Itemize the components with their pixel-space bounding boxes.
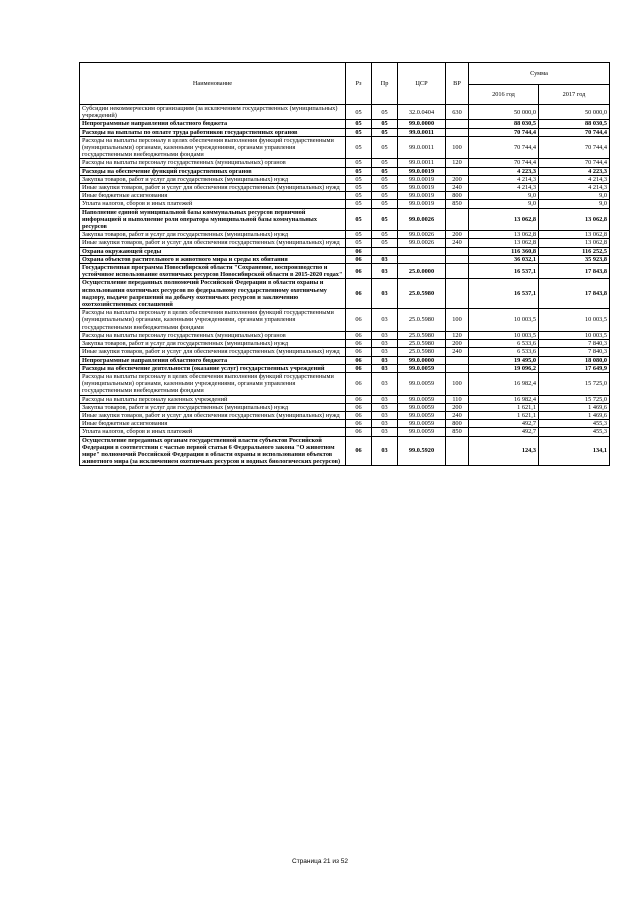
cell-name: Расходы на выплаты персоналу государственных (муниципальных) органов	[80, 331, 346, 339]
table-row	[80, 167, 610, 175]
header-year-2017: 2017 год	[539, 85, 610, 105]
cell-vr: 100	[446, 309, 469, 332]
cell-sum-2016: 13 062,8	[469, 239, 539, 247]
cell-pr: 05	[372, 105, 398, 120]
cell-vr	[446, 436, 469, 466]
cell-rz: 06	[346, 348, 372, 356]
table-row	[80, 279, 610, 309]
cell-csr: 99.0.0000	[398, 356, 446, 364]
cell-pr: 05	[372, 184, 398, 192]
cell-vr: 240	[446, 184, 469, 192]
cell-pr: 05	[372, 128, 398, 136]
cell-sum-2016: 88 030,5	[469, 120, 539, 128]
cell-pr: 05	[372, 175, 398, 183]
budget-table	[79, 62, 610, 466]
table-row	[80, 411, 610, 419]
cell-pr: 03	[372, 428, 398, 436]
cell-sum-2017: 4 223,3	[539, 167, 610, 175]
cell-vr	[446, 255, 469, 263]
cell-sum-2017: 10 003,5	[539, 331, 610, 339]
cell-sum-2016: 4 214,3	[469, 184, 539, 192]
header-pr: Пр	[372, 63, 398, 105]
cell-sum-2016: 70 744,4	[469, 136, 539, 159]
cell-pr: 05	[372, 136, 398, 159]
cell-sum-2017: 4 214,3	[539, 184, 610, 192]
cell-csr: 99.0.0059	[398, 372, 446, 395]
table-row	[80, 184, 610, 192]
cell-name: Расходы на обеспечение функций государственных органов	[80, 167, 346, 175]
cell-pr: 03	[372, 255, 398, 263]
table-row	[80, 175, 610, 183]
table-header	[80, 63, 610, 105]
cell-rz: 06	[346, 279, 372, 309]
cell-rz: 06	[346, 395, 372, 403]
cell-pr: 03	[372, 372, 398, 395]
cell-vr	[446, 264, 469, 279]
cell-csr	[398, 247, 446, 255]
cell-sum-2017: 70 744,4	[539, 159, 610, 167]
cell-csr: 99.0.0059	[398, 411, 446, 419]
table-row	[80, 247, 610, 255]
cell-name: Закупка товаров, работ и услуг для государственных (муниципальных) нужд	[80, 340, 346, 348]
cell-rz: 06	[346, 411, 372, 419]
cell-rz: 06	[346, 255, 372, 263]
cell-sum-2016: 9,0	[469, 200, 539, 208]
cell-vr: 800	[446, 420, 469, 428]
table-row	[80, 264, 610, 279]
cell-name: Расходы на выплаты персоналу в целях обеспечения выполнения функций государственными (муниципальными) органами, казенными учреждениями, органами управления государственными внебюджетными фондами	[80, 309, 346, 332]
cell-sum-2016: 4 214,3	[469, 175, 539, 183]
cell-sum-2017: 7 840,3	[539, 348, 610, 356]
budget-table-container	[79, 62, 609, 466]
cell-csr: 99.0.0026	[398, 231, 446, 239]
cell-csr: 99.0.0000	[398, 120, 446, 128]
cell-csr: 99.0.0019	[398, 200, 446, 208]
cell-vr: 120	[446, 159, 469, 167]
cell-name: Расходы на выплаты по оплате труда работников государственных органов	[80, 128, 346, 136]
cell-rz: 06	[346, 403, 372, 411]
cell-sum-2017: 13 062,8	[539, 208, 610, 231]
cell-vr: 630	[446, 105, 469, 120]
table-row	[80, 372, 610, 395]
cell-sum-2017: 35 923,8	[539, 255, 610, 263]
cell-vr: 200	[446, 340, 469, 348]
cell-sum-2016: 70 744,4	[469, 159, 539, 167]
cell-csr: 99.0.0026	[398, 208, 446, 231]
table-row	[80, 192, 610, 200]
cell-name: Субсидии некоммерческим организациям (за исключением государственных (муниципальных) учреждений)	[80, 105, 346, 120]
cell-sum-2016: 70 744,4	[469, 128, 539, 136]
cell-pr: 05	[372, 231, 398, 239]
cell-sum-2016: 10 003,5	[469, 309, 539, 332]
cell-name: Непрограммные направления областного бюджета	[80, 120, 346, 128]
cell-vr: 120	[446, 331, 469, 339]
cell-csr: 25.0.5980	[398, 348, 446, 356]
table-row	[80, 239, 610, 247]
header-vr: ВР	[446, 63, 469, 105]
cell-csr: 99.0.5920	[398, 436, 446, 466]
cell-name: Осуществление переданных полномочий Российской Федерации в области охраны и использования охотничьих ресурсов по федеральному государственному охотничьему надзору, выдаче разрешений на добычу охотничьих ресурсов и заключению охотхозяйственных соглашений	[80, 279, 346, 309]
cell-csr: 99.0.0019	[398, 167, 446, 175]
header-csr: ЦСР	[398, 63, 446, 105]
cell-rz: 06	[346, 331, 372, 339]
cell-name: Уплата налогов, сборов и иных платежей	[80, 200, 346, 208]
cell-csr: 99.0.0019	[398, 184, 446, 192]
cell-rz: 06	[346, 264, 372, 279]
header-name: Наименование	[80, 63, 346, 105]
cell-csr: 99.0.0019	[398, 192, 446, 200]
cell-csr: 99.0.0019	[398, 175, 446, 183]
cell-sum-2016: 9,0	[469, 192, 539, 200]
table-row	[80, 356, 610, 364]
cell-sum-2017: 70 744,4	[539, 128, 610, 136]
cell-sum-2016: 16 537,1	[469, 264, 539, 279]
cell-vr	[446, 356, 469, 364]
cell-pr: 05	[372, 239, 398, 247]
cell-sum-2017: 13 062,8	[539, 231, 610, 239]
cell-pr: 03	[372, 395, 398, 403]
cell-name: Иные закупки товаров, работ и услуг для обеспечения государственных (муниципальных) нужд	[80, 239, 346, 247]
table-row	[80, 348, 610, 356]
cell-name: Расходы на выплаты персоналу в целях обеспечения выполнения функций государственными (муниципальными) органами, казенными учреждениями, органами управления государственными внебюджетными фондами	[80, 136, 346, 159]
cell-csr: 99.0.0059	[398, 420, 446, 428]
cell-vr	[446, 279, 469, 309]
cell-sum-2017: 455,3	[539, 428, 610, 436]
cell-name: Непрограммные направления областного бюджета	[80, 356, 346, 364]
cell-name: Закупка товаров, работ и услуг для государственных (муниципальных) нужд	[80, 175, 346, 183]
cell-name: Уплата налогов, сборов и иных платежей	[80, 428, 346, 436]
cell-csr	[398, 255, 446, 263]
cell-rz: 05	[346, 192, 372, 200]
table-row	[80, 128, 610, 136]
cell-sum-2016: 1 621,1	[469, 411, 539, 419]
cell-rz: 05	[346, 120, 372, 128]
cell-sum-2016: 19 096,2	[469, 364, 539, 372]
table-row	[80, 255, 610, 263]
cell-rz: 05	[346, 175, 372, 183]
cell-csr: 99.0.0059	[398, 395, 446, 403]
cell-pr: 03	[372, 331, 398, 339]
cell-sum-2017: 15 725,0	[539, 395, 610, 403]
cell-csr: 25.0.5980	[398, 340, 446, 348]
cell-sum-2017: 7 840,3	[539, 340, 610, 348]
cell-sum-2016: 6 533,6	[469, 348, 539, 356]
cell-sum-2017: 116 252,5	[539, 247, 610, 255]
cell-rz: 05	[346, 167, 372, 175]
cell-name: Государственная программа Новосибирской области "Сохранение, воспроизводство и устойчивое использование охотничьих ресурсов Новосибирской области в 2015-2020 годах"	[80, 264, 346, 279]
cell-name: Осуществление переданных органам государственной власти субъектов Российской Федерации в соответствии с частью первой статьи 6 Федерального закона "О животном мире" полномочий Российской Федерации в области охраны и использования объектов животного мира (за исключением охотничьих ресурсов и водных биологических ресурсов)	[80, 436, 346, 466]
cell-rz: 06	[346, 428, 372, 436]
cell-sum-2016: 4 223,3	[469, 167, 539, 175]
cell-rz: 06	[346, 247, 372, 255]
cell-csr: 99.0.0011	[398, 136, 446, 159]
cell-name: Расходы на обеспечение деятельности (оказание услуг) государственных учреждений	[80, 364, 346, 372]
cell-name: Иные закупки товаров, работ и услуг для обеспечения государственных (муниципальных) нужд	[80, 348, 346, 356]
cell-pr	[372, 247, 398, 255]
cell-sum-2016: 13 062,8	[469, 208, 539, 231]
cell-sum-2017: 18 080,0	[539, 356, 610, 364]
cell-sum-2016: 492,7	[469, 428, 539, 436]
table-row	[80, 200, 610, 208]
cell-rz: 05	[346, 208, 372, 231]
cell-vr: 800	[446, 192, 469, 200]
cell-sum-2017: 9,0	[539, 200, 610, 208]
cell-pr: 05	[372, 208, 398, 231]
cell-vr: 200	[446, 403, 469, 411]
table-row	[80, 159, 610, 167]
header-rz: Рз	[346, 63, 372, 105]
cell-name: Иные закупки товаров, работ и услуг для обеспечения государственных (муниципальных) нужд	[80, 184, 346, 192]
cell-rz: 05	[346, 136, 372, 159]
table-row	[80, 331, 610, 339]
cell-pr: 03	[372, 364, 398, 372]
cell-rz: 06	[346, 372, 372, 395]
cell-csr: 99.0.0059	[398, 403, 446, 411]
cell-rz: 05	[346, 184, 372, 192]
cell-vr	[446, 364, 469, 372]
cell-sum-2016: 50 000,0	[469, 105, 539, 120]
cell-pr: 03	[372, 264, 398, 279]
cell-vr	[446, 247, 469, 255]
cell-sum-2016: 6 533,6	[469, 340, 539, 348]
table-row	[80, 340, 610, 348]
table-row	[80, 120, 610, 128]
cell-name: Иные закупки товаров, работ и услуг для обеспечения государственных (муниципальных) нужд	[80, 411, 346, 419]
cell-csr: 32.0.0404	[398, 105, 446, 120]
cell-pr: 05	[372, 159, 398, 167]
cell-vr: 240	[446, 411, 469, 419]
cell-name: Закупка товаров, работ и услуг для государственных (муниципальных) нужд	[80, 403, 346, 411]
table-row	[80, 364, 610, 372]
cell-pr: 03	[372, 403, 398, 411]
table-row	[80, 428, 610, 436]
cell-sum-2017: 17 843,8	[539, 279, 610, 309]
table-row	[80, 309, 610, 332]
cell-sum-2017: 1 469,6	[539, 411, 610, 419]
cell-vr: 100	[446, 372, 469, 395]
cell-sum-2017: 17 843,8	[539, 264, 610, 279]
cell-name: Расходы на выплаты персоналу в целях обеспечения выполнения функций государственными (муниципальными) органами, казенными учреждениями, органами управления государственными внебюджетными фондами	[80, 372, 346, 395]
cell-sum-2017: 4 214,3	[539, 175, 610, 183]
cell-sum-2017: 88 030,5	[539, 120, 610, 128]
cell-vr: 850	[446, 428, 469, 436]
cell-csr: 99.0.0059	[398, 428, 446, 436]
cell-sum-2017: 13 062,8	[539, 239, 610, 247]
cell-rz: 05	[346, 159, 372, 167]
table-row	[80, 208, 610, 231]
cell-sum-2016: 492,7	[469, 420, 539, 428]
cell-rz: 05	[346, 128, 372, 136]
cell-vr	[446, 128, 469, 136]
cell-sum-2016: 13 062,8	[469, 231, 539, 239]
cell-rz: 06	[346, 340, 372, 348]
table-row	[80, 136, 610, 159]
cell-vr: 100	[446, 136, 469, 159]
cell-sum-2016: 36 032,1	[469, 255, 539, 263]
cell-sum-2017: 17 649,9	[539, 364, 610, 372]
cell-vr: 850	[446, 200, 469, 208]
cell-pr: 03	[372, 279, 398, 309]
cell-pr: 03	[372, 348, 398, 356]
cell-sum-2016: 1 621,1	[469, 403, 539, 411]
cell-pr: 03	[372, 420, 398, 428]
cell-vr	[446, 167, 469, 175]
cell-pr: 03	[372, 340, 398, 348]
cell-rz: 05	[346, 239, 372, 247]
cell-pr: 03	[372, 356, 398, 364]
cell-rz: 06	[346, 364, 372, 372]
cell-vr: 240	[446, 348, 469, 356]
cell-sum-2016: 116 360,8	[469, 247, 539, 255]
cell-sum-2017: 70 744,4	[539, 136, 610, 159]
table-row	[80, 420, 610, 428]
cell-rz: 06	[346, 309, 372, 332]
cell-csr: 99.0.0011	[398, 128, 446, 136]
cell-sum-2016: 19 495,0	[469, 356, 539, 364]
cell-vr: 200	[446, 231, 469, 239]
cell-sum-2017: 15 725,0	[539, 372, 610, 395]
cell-rz: 05	[346, 231, 372, 239]
cell-name: Расходы на выплаты персоналу государственных (муниципальных) органов	[80, 159, 346, 167]
table-row	[80, 105, 610, 120]
cell-vr	[446, 208, 469, 231]
table-row	[80, 395, 610, 403]
cell-pr: 03	[372, 309, 398, 332]
cell-name: Иные бюджетные ассигнования	[80, 192, 346, 200]
page-footer: Страница 21 из 52	[292, 858, 348, 865]
cell-vr	[446, 120, 469, 128]
table-body	[80, 105, 610, 466]
cell-rz: 06	[346, 356, 372, 364]
cell-rz: 05	[346, 200, 372, 208]
cell-name: Охрана окружающей среды	[80, 247, 346, 255]
cell-sum-2016: 16 982,4	[469, 395, 539, 403]
cell-csr: 25.0.5980	[398, 309, 446, 332]
cell-pr: 03	[372, 411, 398, 419]
cell-sum-2016: 16 537,1	[469, 279, 539, 309]
cell-sum-2016: 124,3	[469, 436, 539, 466]
cell-rz: 05	[346, 105, 372, 120]
cell-csr: 99.0.0011	[398, 159, 446, 167]
header-sum: Сумма	[469, 63, 610, 85]
cell-vr: 200	[446, 175, 469, 183]
cell-csr: 25.0.0000	[398, 264, 446, 279]
cell-name: Охрана объектов растительного и животного мира и среды их обитания	[80, 255, 346, 263]
cell-pr: 05	[372, 200, 398, 208]
cell-name: Закупка товаров, работ и услуг для государственных (муниципальных) нужд	[80, 231, 346, 239]
cell-csr: 25.0.5980	[398, 279, 446, 309]
cell-sum-2017: 455,3	[539, 420, 610, 428]
cell-csr: 99.0.0026	[398, 239, 446, 247]
cell-sum-2017: 1 469,6	[539, 403, 610, 411]
cell-csr: 99.0.0059	[398, 364, 446, 372]
cell-csr: 25.0.5980	[398, 331, 446, 339]
cell-sum-2017: 10 003,5	[539, 309, 610, 332]
cell-sum-2016: 16 982,4	[469, 372, 539, 395]
cell-pr: 05	[372, 120, 398, 128]
cell-rz: 06	[346, 420, 372, 428]
cell-vr: 110	[446, 395, 469, 403]
cell-pr: 05	[372, 167, 398, 175]
cell-name: Иные бюджетные ассигнования	[80, 420, 346, 428]
table-row	[80, 231, 610, 239]
cell-sum-2017: 134,1	[539, 436, 610, 466]
table-row	[80, 403, 610, 411]
cell-sum-2017: 50 000,0	[539, 105, 610, 120]
header-year-2016: 2016 год	[469, 85, 539, 105]
cell-sum-2016: 10 003,5	[469, 331, 539, 339]
cell-name: Расходы на выплаты персоналу казенных учреждений	[80, 395, 346, 403]
cell-pr: 05	[372, 192, 398, 200]
table-row	[80, 436, 610, 466]
cell-pr: 03	[372, 436, 398, 466]
cell-sum-2017: 9,0	[539, 192, 610, 200]
cell-vr: 240	[446, 239, 469, 247]
cell-name: Наполнение единой муниципальной базы коммунальных ресурсов первичной информацией и выполнение роли оператора муниципальной базы коммунальных ресурсов	[80, 208, 346, 231]
cell-rz: 06	[346, 436, 372, 466]
